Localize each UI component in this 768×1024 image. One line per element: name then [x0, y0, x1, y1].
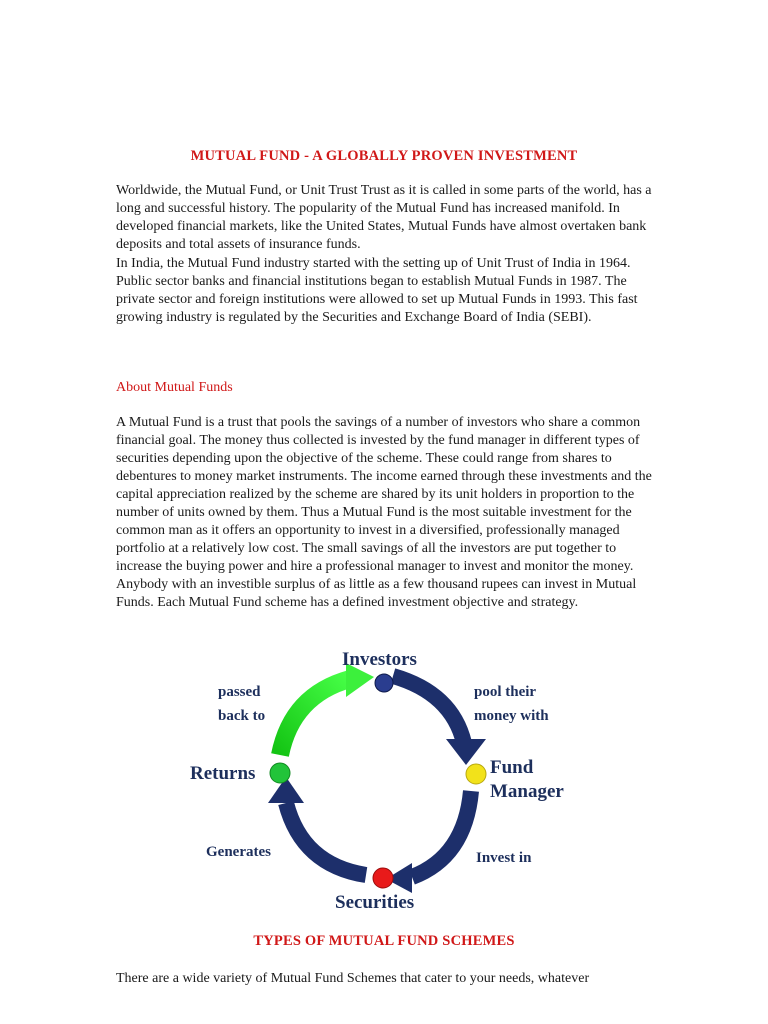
arrow-investors-to-fund-manager [393, 676, 464, 743]
arrow-returns-to-investors [280, 679, 350, 755]
paragraph-worldwide: Worldwide, the Mutual Fund, or Unit Trust Trust as it is called in some parts of the world, has a long and successful history. The popularity of the Mutual Fund has increased manifold. In developed financial markets, like the United States, Mutual Funds have almost overtaken bank deposits and total assets of insurance funds. [116, 183, 652, 252]
label-back-to: back to [218, 708, 266, 724]
paragraph-types-intro: There are a wide variety of Mutual Fund Schemes that cater to your needs, whatever [116, 971, 590, 986]
label-fund: Fund [490, 757, 534, 778]
label-passed: passed [218, 684, 261, 700]
returns-node [270, 763, 290, 783]
fund-manager-node [466, 764, 486, 784]
label-money-with: money with [474, 708, 549, 724]
label-generates: Generates [206, 844, 271, 860]
label-manager: Manager [490, 781, 564, 802]
mutual-fund-cycle-diagram [190, 643, 580, 916]
arrow-securities-to-returns [286, 803, 366, 875]
label-invest-in: Invest in [476, 850, 532, 866]
securities-node [373, 868, 393, 888]
paragraph-india: In India, the Mutual Fund industry started with the setting up of Unit Trust of India in 1964. Public sector banks and financial institutions began to establish Mutual Funds in 1987. The private sector and foreign institutions were allowed to set up Mutual Funds in 1993. This fast growing industry is regulated by the Securities and Exchange Board of India (SEBI). [116, 256, 638, 325]
page-title: MUTUAL FUND - A GLOBALLY PROVEN INVESTMENT [190, 148, 578, 164]
label-securities: Securities [335, 892, 415, 913]
arrow-fund-manager-to-securities [412, 791, 471, 877]
subheading-about-mutual-funds: About Mutual Funds [116, 380, 233, 395]
label-pool-their: pool their [474, 684, 537, 700]
investors-node [375, 674, 393, 692]
heading-types-of-schemes: TYPES OF MUTUAL FUND SCHEMES [253, 933, 515, 949]
label-returns: Returns [190, 763, 256, 784]
paragraph-about: A Mutual Fund is a trust that pools the savings of a number of investors who share a common financial goal. The money thus collected is invested by the fund manager in different types of securities depending upon the objective of the scheme. These could range from shares to debentures to money market instruments. The income earned through these investments and the capital appreciation realized by the scheme are shared by its unit holders in proportion to the number of units owned by them. Thus a Mutual Fund is the most suitable investment for the common man as it offers an opportunity to invest in a diversified, professionally managed portfolio at a relatively low cost. The small savings of all the investors are put together to increase the buying power and hire a professional manager to invest and monitor the money. Anybody with an investible surplus of as little as a few thousand rupees can invest in Mutual Funds. Each Mutual Fund scheme has a defined investment objective and strategy. [116, 415, 652, 610]
arrowhead-to-fund-manager [446, 739, 486, 765]
label-investors: Investors [342, 649, 417, 670]
